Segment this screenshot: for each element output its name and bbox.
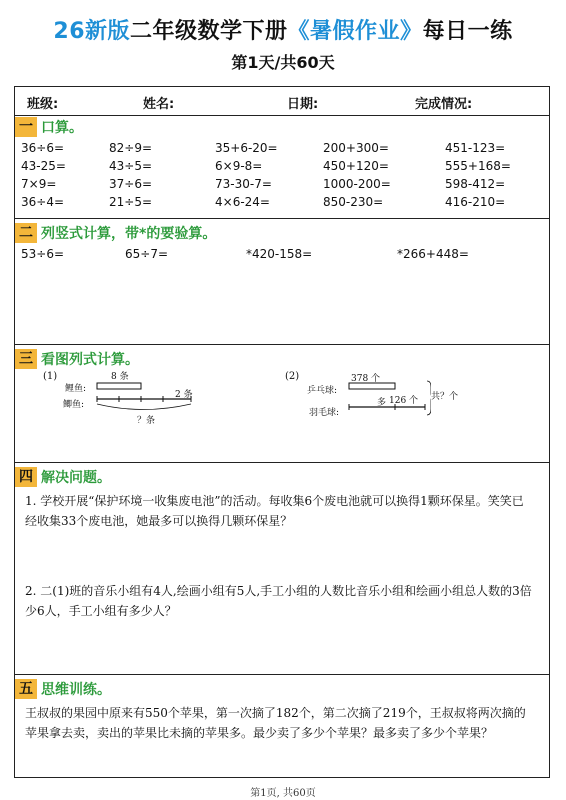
- oral-calc-item: 200+300=: [323, 141, 389, 155]
- crucian-question: ？条: [137, 416, 156, 426]
- section-oral-calc: [15, 115, 549, 219]
- badminton-label: 羽毛球:: [309, 408, 340, 418]
- oral-calc-item: 36÷6=: [21, 141, 65, 155]
- oral-calc-item: 598-412=: [445, 177, 506, 191]
- section-number: 四: [15, 467, 37, 487]
- vertical-item: 53÷6=: [21, 247, 65, 261]
- oral-calc-item: 416-210=: [445, 195, 506, 209]
- section-picture-calc: [15, 345, 549, 463]
- title-edition: 26新版: [53, 19, 131, 44]
- oral-calc-item: 7×9=: [21, 177, 57, 191]
- page-footer: 第1页, 共60页: [250, 788, 316, 799]
- class-label: 班级:: [27, 97, 59, 112]
- section-header: [15, 223, 216, 243]
- oral-calc-item: 6×9-8=: [215, 159, 263, 173]
- section-header: [15, 117, 83, 137]
- oral-calc-item: 43-25=: [21, 159, 66, 173]
- oral-calc-item: 73-30-7=: [215, 177, 272, 191]
- section-thinking: [15, 675, 549, 776]
- oral-calc-item: 850-230=: [323, 195, 384, 209]
- section-vertical-calc: [15, 219, 549, 345]
- oral-calc-item: 35+6-20=: [215, 141, 278, 155]
- oral-calc-item: 1000-200=: [323, 177, 391, 191]
- status-label: 完成情况:: [415, 97, 473, 112]
- oral-calc-item: 43÷5=: [109, 159, 153, 173]
- section-header: [15, 349, 139, 369]
- problem-2: 2. 二(1)班的音乐小组有4人,绘画小组有5人,手工小组的人数比音乐小组和绘画小组总人数的3倍少6人，手工小组有多少人？: [25, 584, 532, 618]
- vertical-item: 65÷7=: [125, 247, 169, 261]
- title-book: 《暑假作业》: [287, 19, 423, 44]
- total-question: 共？个: [431, 392, 459, 402]
- section-number: 三: [15, 349, 37, 369]
- ball-bar-diagram: [347, 379, 431, 419]
- more-label: 多: [377, 398, 387, 408]
- oral-calc-item: 36÷4=: [21, 195, 65, 209]
- oral-calc-item: 21÷5=: [109, 195, 153, 209]
- oral-calc-item: 451-123=: [445, 141, 506, 155]
- vertical-item: *266+448=: [397, 247, 469, 261]
- section-header: [15, 467, 111, 487]
- figure-label: (1): [43, 371, 58, 382]
- section-number: 二: [15, 223, 37, 243]
- info-row: [15, 87, 549, 116]
- section-title: 口算。: [41, 120, 83, 136]
- section-problem-solving: [15, 463, 549, 675]
- carp-count: 8 条: [111, 372, 129, 382]
- section-number: 五: [15, 679, 37, 699]
- title-grade: 二年级数学下册: [130, 19, 288, 44]
- section-header: [15, 679, 111, 699]
- oral-calc-item: 4×6-24=: [215, 195, 270, 209]
- carp-label: 鲤鱼:: [65, 384, 87, 394]
- crucian-label: 鲫鱼:: [63, 400, 85, 410]
- vertical-item: *420-158=: [246, 247, 313, 261]
- figure-label: (2): [285, 371, 300, 382]
- fish-bar-diagram: [95, 377, 195, 419]
- section-title: 列竖式计算，带*的要验算。: [41, 226, 217, 242]
- page-subtitle: 第1天/共60天: [231, 53, 335, 72]
- pingpong-label: 乒乓球:: [307, 386, 338, 396]
- section-number: 一: [15, 117, 37, 137]
- oral-calc-item: 450+120=: [323, 159, 389, 173]
- oral-calc-item: 37÷6=: [109, 177, 153, 191]
- pingpong-count: 378 个: [351, 374, 381, 384]
- oral-calc-item: 82÷9=: [109, 141, 153, 155]
- section-title: 思维训练。: [41, 682, 111, 698]
- page-title: [0, 14, 566, 45]
- title-daily: 每日一练: [422, 19, 513, 44]
- worksheet-frame: [14, 86, 550, 778]
- section-title: 解决问题。: [41, 470, 111, 486]
- oral-calc-item: 555+168=: [445, 159, 511, 173]
- crucian-extra: 2 条: [175, 390, 193, 400]
- name-label: 姓名:: [143, 97, 175, 112]
- badminton-extra: 126 个: [389, 396, 419, 406]
- thinking-problem: 王叔叔的果园中原来有550个苹果，第一次摘了182个，第二次摘了219个，王叔叔将两次摘的苹果拿去卖，卖出的苹果比未摘的苹果多。最少卖了多少个苹果？最多卖了多少个苹果？: [25, 706, 526, 740]
- section-title: 看图列式计算。: [41, 352, 139, 368]
- date-label: 日期:: [287, 97, 319, 112]
- problem-1: 1. 学校开展“保护环境一收集废电池”的活动。每收集6个废电池就可以换得1颗环保星。笑笑已经收集33个废电池，她最多可以换得几颗环保星？: [25, 494, 524, 528]
